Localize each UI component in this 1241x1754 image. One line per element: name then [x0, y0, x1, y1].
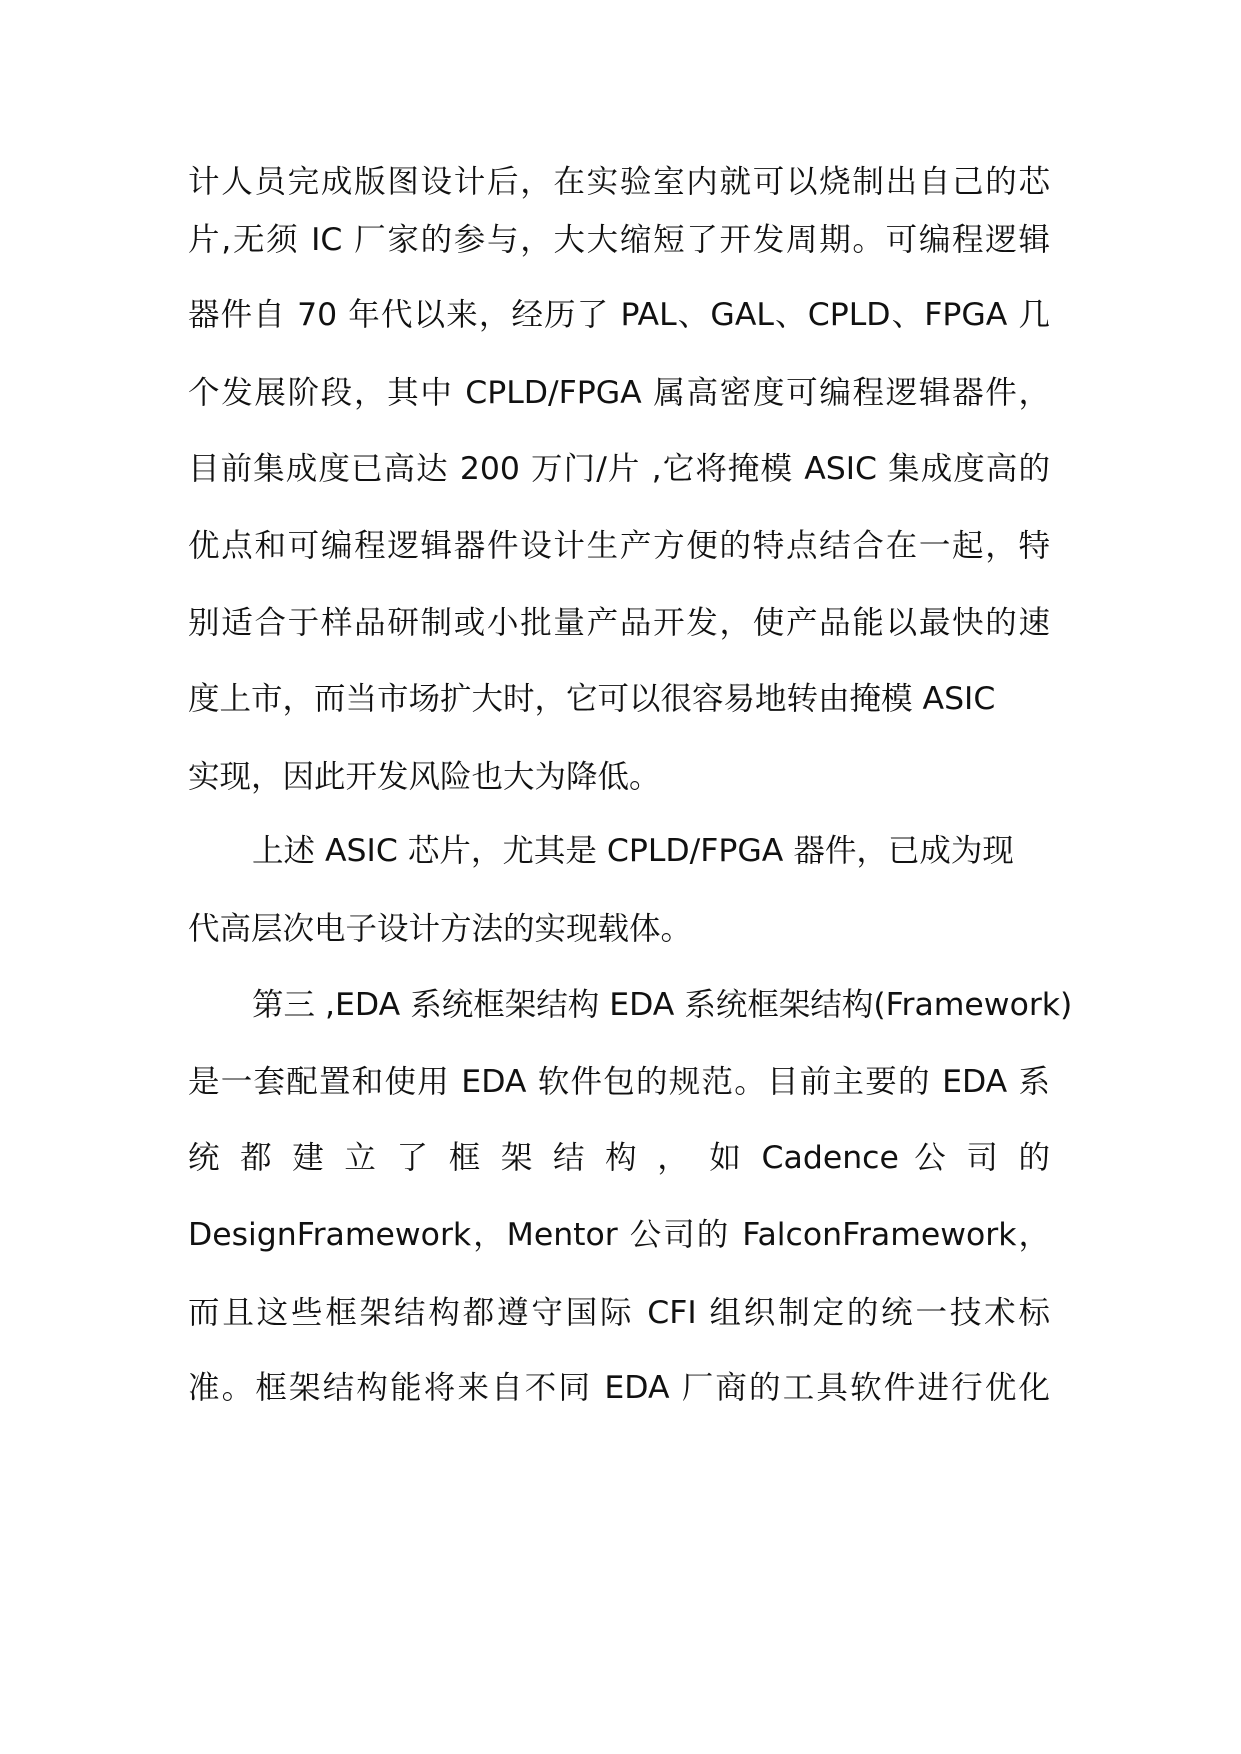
text-line: 片,无须 IC 厂家的参与，大大缩短了开发周期。可编程逻辑 [188, 222, 1050, 258]
text-line: 优点和可编程逻辑器件设计生产方便的特点结合在一起，特 [188, 528, 1050, 564]
text-line: 个发展阶段，其中 CPLD/FPGA 属高密度可编程逻辑器件， [188, 375, 1050, 411]
text-line: 别适合于样品研制或小批量产品开发，使产品能以最快的速 [188, 605, 1050, 641]
text-line: 代高层次电子设计方法的实现载体。 [188, 911, 693, 947]
text-line: 实现，因此开发风险也大为降低。 [188, 759, 661, 795]
text-line: 而且这些框架结构都遵守国际 CFI 组织制定的统一技术标 [188, 1295, 1050, 1331]
text-line: 目前集成度已高达 200 万门/片 ,它将掩模 ASIC 集成度高的 [188, 451, 1050, 487]
text-line: 统 都 建 立 了 框 架 结 构 ， 如 Cadence 公 司 的 [188, 1140, 1050, 1176]
text-line: 准。框架结构能将来自不同 EDA 厂商的工具软件进行优化 [188, 1370, 1050, 1406]
text-line: 计人员完成版图设计后，在实验室内就可以烧制出自己的芯 [188, 164, 1050, 200]
text-line: 第三 ,EDA 系统框架结构 EDA 系统框架结构(Framework) [252, 987, 1073, 1023]
text-line: 度上市，而当市场扩大时，它可以很容易地转由掩模 ASIC [188, 681, 996, 717]
text-line: DesignFramework，Mentor 公司的 FalconFramework， [188, 1217, 1050, 1253]
text-line: 器件自 70 年代以来，经历了 PAL、GAL、CPLD、FPGA 几 [188, 297, 1050, 333]
text-line: 是一套配置和使用 EDA 软件包的规范。目前主要的 EDA 系 [188, 1064, 1050, 1100]
text-line: 上述 ASIC 芯片，尤其是 CPLD/FPGA 器件，已成为现 [252, 833, 1014, 869]
